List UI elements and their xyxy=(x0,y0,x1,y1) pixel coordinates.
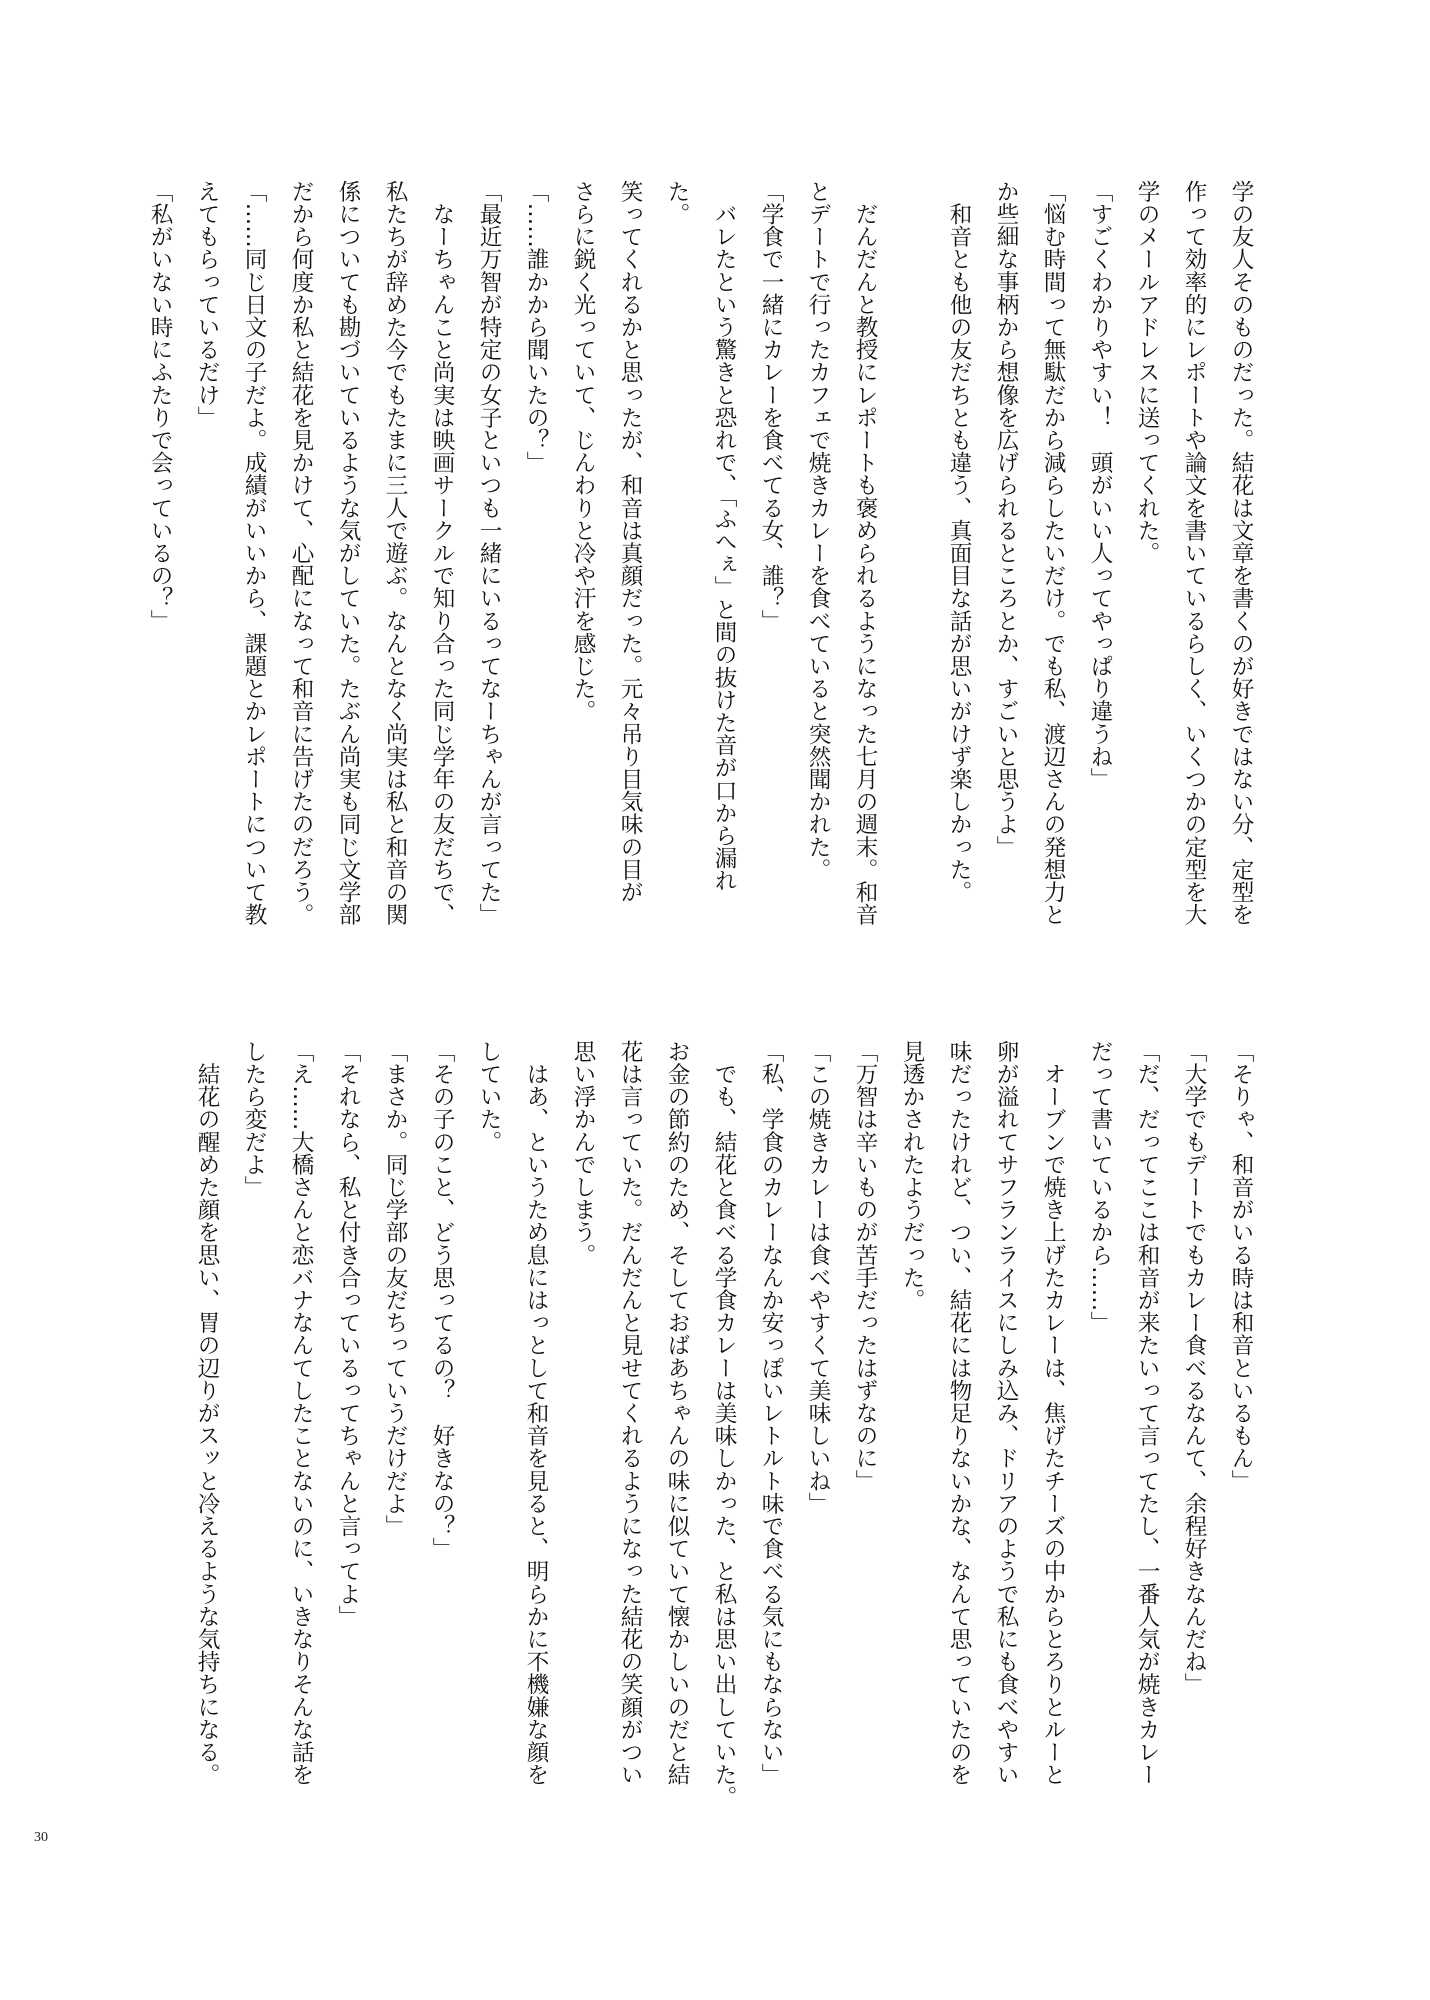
text-line: 学のメールアドレスに送ってくれた。 xyxy=(1134,180,1160,565)
text-line: でも、結花と食べる学食カレーは美味しかった、と私は思い出していた。 xyxy=(711,1040,737,1809)
text-line: 「悩む時間って無駄だから減らしたいだけ。でも私、渡辺さんの発想力と xyxy=(1040,180,1066,926)
text-line: 花は言っていた。だんだんと見せてくれるようになった結花の笑顔がつい xyxy=(617,1040,643,1786)
text-line: 係についても勘づいているような気がしていた。たぶん尚実も同じ文学部 xyxy=(335,180,361,926)
text-line: したら変だよ」 xyxy=(241,1040,267,1199)
text-block-top xyxy=(134,180,1264,928)
text-line: 「万智は辛いものが苦手だったはずなのに」 xyxy=(852,1040,878,1492)
text-line: 和音とも他の友だちとも違う、真面目な話が思いがけず楽しかった。 xyxy=(946,180,972,904)
text-line: 作って効率的にレポートや論文を書いているらしく、いくつかの定型を大 xyxy=(1181,180,1207,926)
text-line: 「そりゃ、和音がいる時は和音といるもん」 xyxy=(1228,1040,1254,1492)
text-line: 「すごくわかりやすい！ 頭がいい人ってやっぱり違うね」 xyxy=(1087,180,1113,791)
text-line: 見透かされたようだった。 xyxy=(899,1040,925,1312)
text-line: 「私、学食のカレーなんか安っぽいレトルト味で食べる気にもならない」 xyxy=(758,1040,784,1786)
text-line: 結花の醒めた顔を思い、胃の辺りがスッと冷えるような気持ちになる。 xyxy=(194,1040,220,1786)
text-line: 私たちが辞めた今でもたまに三人で遊ぶ。なんとなく尚実は私と和音の関 xyxy=(382,180,408,926)
text-line: 「だ、だってここは和音が来たいって言ってたし、一番人気が焼きカレー xyxy=(1134,1040,1160,1786)
text-line: とデートで行ったカフェで焼きカレーを食べていると突然聞かれた。 xyxy=(805,180,831,881)
text-line: 「え……大橋さんと恋バナなんてしたことないのに、いきなりそんな話を xyxy=(288,1040,314,1786)
text-line: なーちゃんこと尚実は映画サークルで知り合った同じ学年の友だちで、 xyxy=(429,180,455,926)
text-line: はあ、というため息にはっとして和音を見ると、明らかに不機嫌な顔を xyxy=(523,1040,549,1786)
text-line: 「それなら、私と付き合っているってちゃんと言ってよ」 xyxy=(335,1040,361,1628)
text-line: 思い浮かんでしまう。 xyxy=(570,1040,596,1266)
text-line: 味だったけれど、つい、結花には物足りないかな、なんて思っていたのを xyxy=(946,1040,972,1786)
text-line: 「その子のこと、どう思ってるの？ 好きなの？」 xyxy=(429,1040,455,1560)
text-line: お金の節約のため、そしておばあちゃんの味に似ていて懐かしいのだと結 xyxy=(664,1040,690,1786)
text-line: バレたという驚きと恐れで、「ふへぇ」と間の抜けた音が口から漏れた。 xyxy=(664,180,737,892)
text-line: 笑ってくれるかと思ったが、和音は真顔だった。元々吊り目気味の目が xyxy=(617,180,643,904)
text-line: だから何度か私と結花を見かけて、心配になって和音に告げたのだろう。 xyxy=(288,180,314,926)
text-line: 卵が溢れてサフランライスにしみ込み、ドリアのようで私にも食べやすい xyxy=(993,1040,1019,1786)
text-line: していた。 xyxy=(476,1040,502,1153)
text-line: 「まさか。同じ学部の友だちっていうだけだよ」 xyxy=(382,1040,408,1538)
text-line: だんだんと教授にレポートも褒められるようになった七月の週末。和音 xyxy=(852,180,878,926)
text-line: 「大学でもデートでもカレー食べるなんて、余程好きなんだね」 xyxy=(1181,1040,1207,1696)
text-line: オーブンで焼き上げたカレーは、焦げたチーズの中からとろりとルーと xyxy=(1040,1040,1066,1786)
text-line: 「学食で一緒にカレーを食べてる女、誰？」 xyxy=(758,180,784,632)
text-line: 「この焼きカレーは食べやすくて美味しいね」 xyxy=(805,1040,831,1515)
text-block-bottom xyxy=(134,1040,1264,1820)
text-line xyxy=(888,180,935,928)
text-line: 学の友人そのものだった。結花は文章を書くのが好きではない分、定型を xyxy=(1228,180,1254,926)
text-line: えてもらっているだけ」 xyxy=(194,180,220,429)
text-line: さらに鋭く光っていて、じんわりと冷や汗を感じた。 xyxy=(570,180,596,723)
text-line: か些細な事柄から想像を広げられるところとか、すごいと思うよ」 xyxy=(993,180,1019,858)
page-number: 30 xyxy=(34,1830,48,1845)
text-line: 「……同じ日文の子だよ。成績がいいから、課題とかレポートについて教 xyxy=(241,180,267,926)
text-line: 「最近万智が特定の女子といつも一緒にいるってなーちゃんが言ってた」 xyxy=(476,180,502,926)
text-line: 「……誰かから聞いたの？」 xyxy=(523,180,549,474)
text-line: 「私がいない時にふたりで会っているの？」 xyxy=(147,180,173,632)
text-line: だって書いているから……」 xyxy=(1087,1040,1113,1334)
